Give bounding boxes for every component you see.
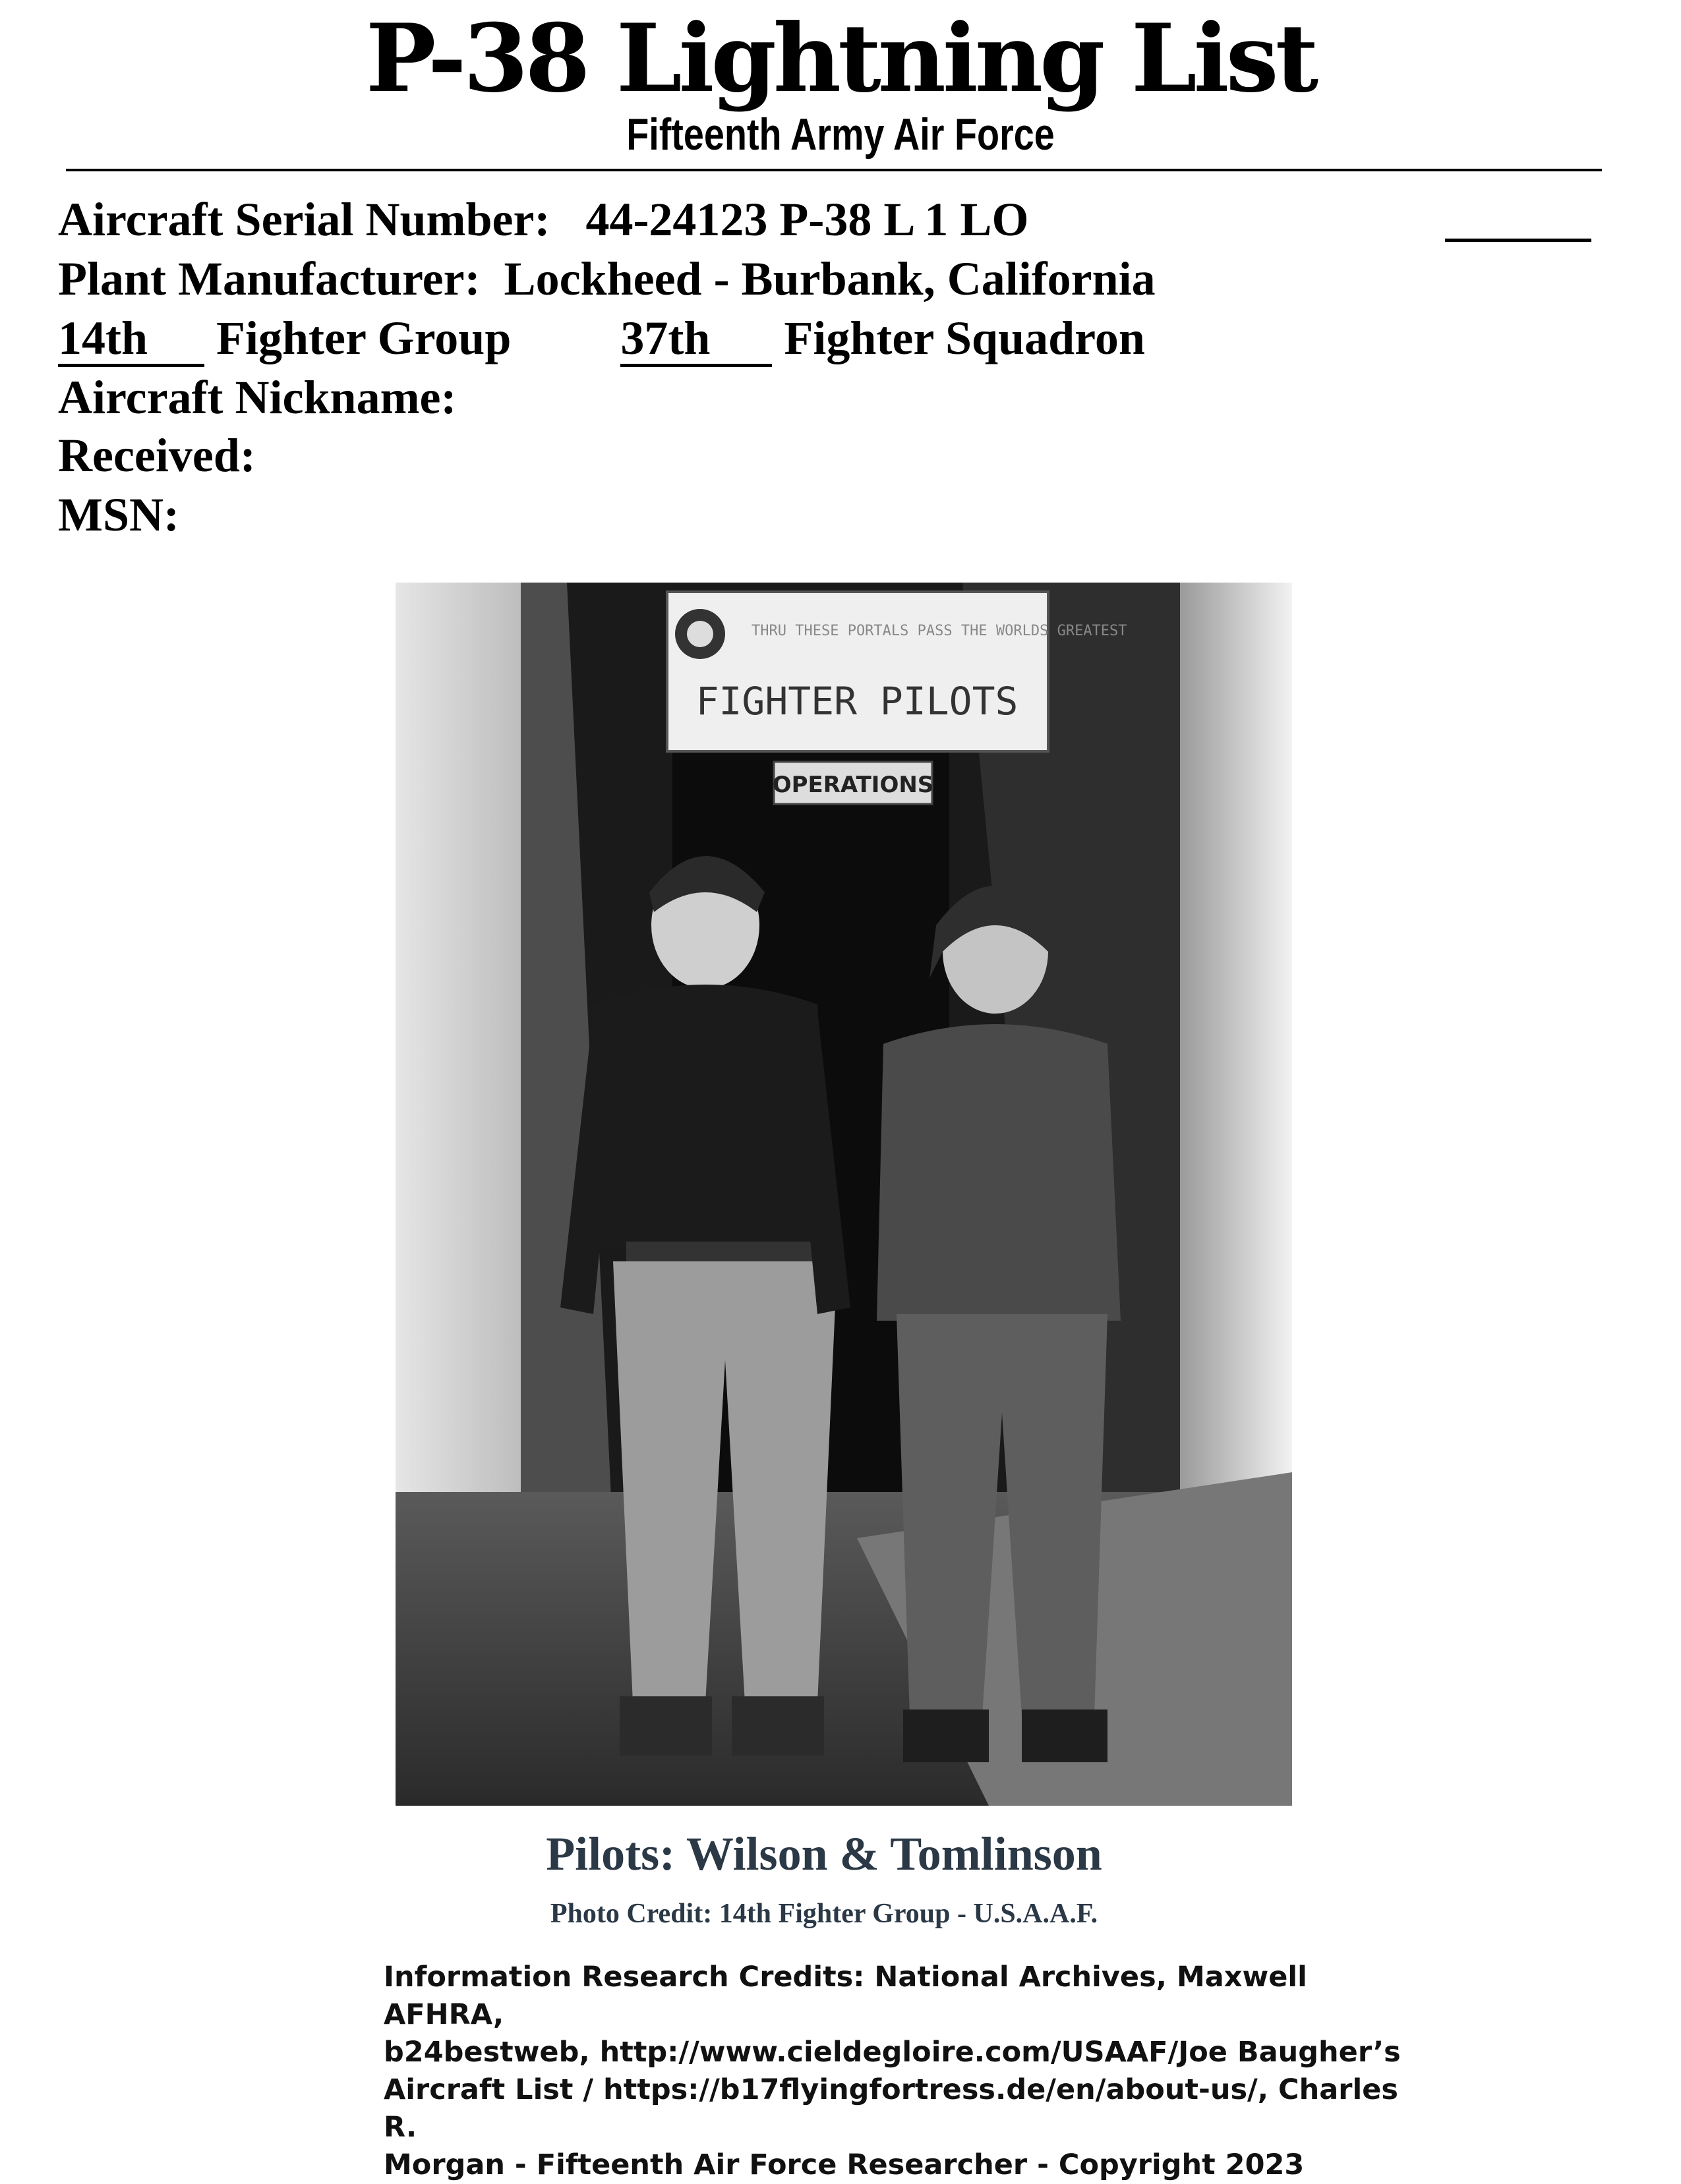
research-credits [384,1959,1412,2184]
page-title: P-38 Lightning List [365,4,1316,113]
serial-number-value: 44-24123 P-38 L 1 LO [585,193,1029,246]
research-line: b24bestweb, http://www.cieldegloire.com/USAAF/Joe Baugher’s [384,2036,1401,2069]
door-sign: OPERATIONS [772,772,934,798]
manufacturer-label: Plant Manufacturer: [58,252,481,305]
sign-text: FIGHTER PILOTS [695,679,1018,724]
serial-number-row [58,190,1028,249]
nickname-label: Aircraft Nickname: [58,371,457,424]
group-squadron-row [58,308,1145,368]
fighter-group-number: 14th [58,312,204,367]
fighter-squadron-label: Fighter Squadron [784,312,1145,364]
sign-upper-text: THRU THESE PORTALS PASS THE WORLDS GREATEST [752,623,1127,639]
photo-caption: Pilots: Wilson & Tomlinson [546,1827,1102,1880]
manufacturer-row [58,249,1156,308]
manufacturer-value: Lockheed - Burbank, California [504,252,1156,305]
fighter-squadron-number: 37th [620,312,772,367]
research-line: Morgan - Fifteenth Air Force Researcher - Copyright 2023 [384,2148,1305,2181]
received-label: Received: [58,429,256,482]
blank-line [1445,239,1591,242]
serial-number-label: Aircraft Serial Number: [58,193,550,246]
research-line: Information Research Credits: National Archives, Maxwell AFHRA, [384,1961,1307,2031]
research-line: Aircraft List / https://b17flyingfortress.de/en/about-us/, Charles R. [384,2073,1398,2144]
fighter-group-label: Fighter Group [216,312,512,364]
page-subtitle: Fifteenth Army Air Force [626,109,1055,159]
header-divider [66,169,1602,171]
msn-label: MSN: [58,488,179,541]
pilots-photo [396,583,1292,1806]
photo-credit: Photo Credit: 14th Fighter Group - U.S.A.A.F. [550,1899,1098,1929]
